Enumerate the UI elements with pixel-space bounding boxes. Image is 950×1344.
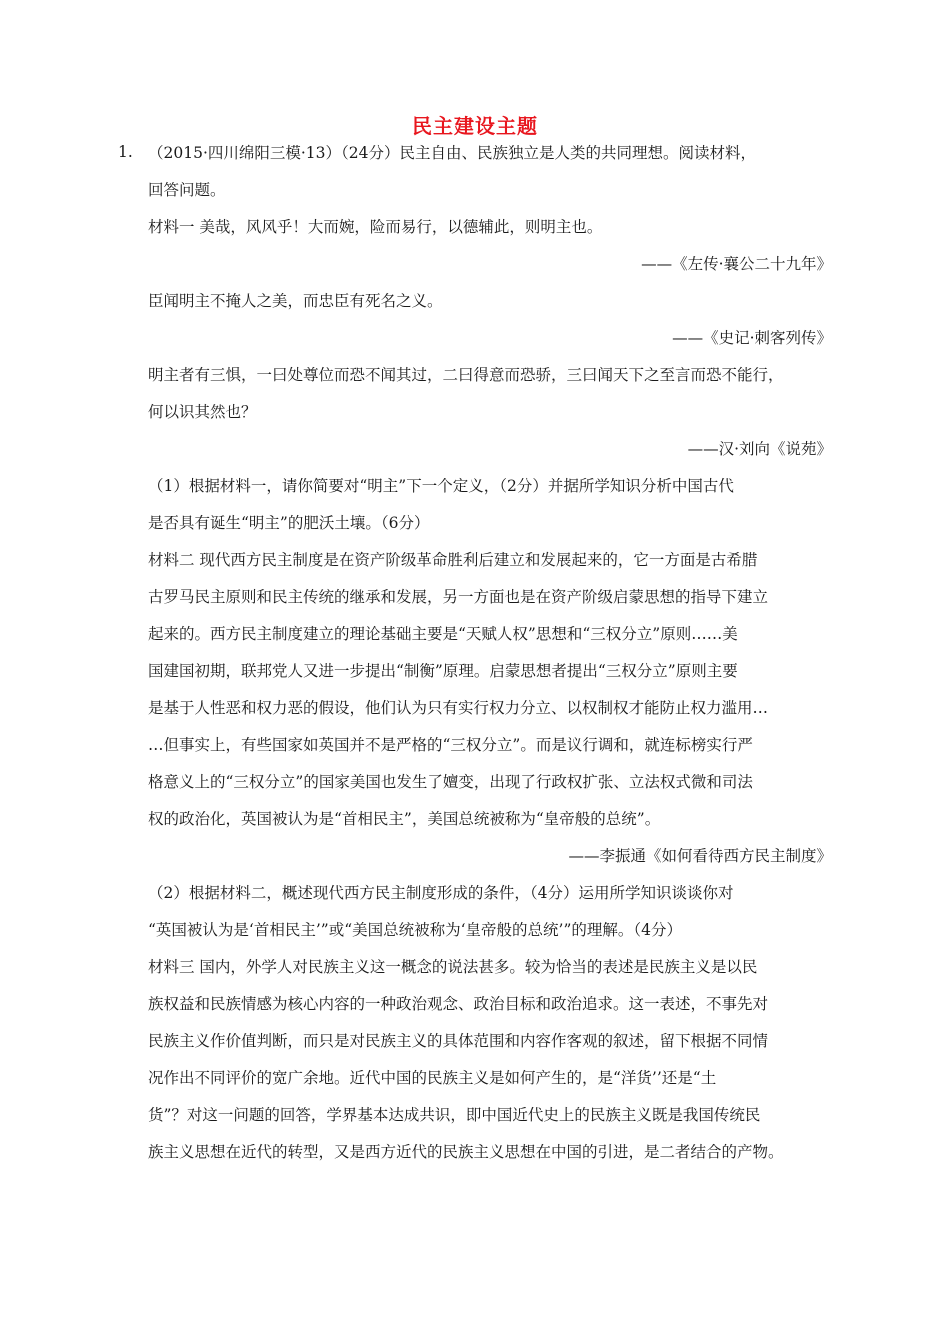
material3-line: 况作出不同评价的宽广余地。近代中国的民族主义是如何产生的，是“洋货’’还是“土 bbox=[148, 1069, 717, 1087]
material2-line: 起来的。西方民主制度建立的理论基础主要是“天赋人权”思想和“三权分立”原则……美 bbox=[148, 625, 738, 643]
question-intro-line: 回答问题。 bbox=[148, 181, 226, 199]
material2-line: 权的政治化，英国被认为是“首相民主”，美国总统被称为“皇帝般的总统”。 bbox=[148, 810, 661, 828]
material2-line: 国建国初期，联邦党人又进一步提出“制衡”原理。启蒙思想者提出“三权分立”原则主要 bbox=[148, 662, 738, 680]
material2-line: 材料二 现代西方民主制度是在资产阶级革命胜利后建立和发展起来的，它一方面是古希腊 bbox=[148, 551, 758, 569]
material1-source1: ——《左传·襄公二十九年》 bbox=[641, 255, 832, 273]
material1-quote2: 臣闻明主不掩人之美，而忠臣有死名之义。 bbox=[148, 292, 443, 310]
material2-line: 古罗马民主原则和民主传统的继承和发展，另一方面也是在资产阶级启蒙思想的指导下建立 bbox=[148, 588, 769, 606]
question-body bbox=[148, 135, 832, 1171]
material3-line: 族权益和民族情感为核心内容的一种政治观念、政治目标和政治追求。这一表述，不事先对 bbox=[148, 995, 769, 1013]
material1-quote3-line: 何以识其然也？ bbox=[148, 403, 257, 421]
material3-line: 族主义思想在近代的转型，又是西方近代的民族主义思想在中国的引进，是二者结合的产物。 bbox=[148, 1143, 784, 1161]
material2-line: 是基于人性恶和权力恶的假设，他们认为只有实行权力分立、以权制权才能防止权力滥用… bbox=[148, 699, 769, 717]
material3-line: 货”？对这一问题的回答，学界基本达成共识，即中国近代史上的民族主义既是我国传统民 bbox=[148, 1106, 761, 1124]
material2-line: 格意义上的“三权分立”的国家美国也发生了嬗变，出现了行政权扩张、立法权式微和司法 bbox=[148, 773, 753, 791]
material3-line: 民族主义作价值判断，而只是对民族主义的具体范围和内容作客观的叙述，留下根据不同情 bbox=[148, 1032, 769, 1050]
question-intro-line: （2015·四川绵阳三模·13）（24分）民主自由、民族独立是人类的共同理想。阅读材料， bbox=[148, 144, 756, 162]
sub-question1-line: 是否具有诞生“明主”的肥沃土壤。（6分） bbox=[148, 514, 430, 532]
material1-quote3-line: 明主者有三惧，一曰处尊位而恐不闻其过，二曰得意而恐骄，三曰闻天下之至言而恐不能行， bbox=[148, 366, 784, 384]
material3-line: 材料三 国内，外学人对民族主义这一概念的说法甚多。较为恰当的表述是民族主义是以民 bbox=[148, 958, 758, 976]
material1-quote1: 材料一 美哉，风风乎！大而婉，险而易行，以德辅此，则明主也。 bbox=[148, 218, 603, 236]
sub-question1-line: （1）根据材料一，请你简要对“明主”下一个定义，（2分）并据所学知识分析中国古代 bbox=[148, 477, 734, 495]
material2-line: …但事实上，有些国家如英国并不是严格的“三权分立”。而是议行调和，就连标榜实行严 bbox=[148, 736, 753, 754]
page-title: 民主建设主题 bbox=[412, 114, 538, 138]
sub-question2-line: “英国被认为是‘首相民主’”或“美国总统被称为‘皇帝般的总统’”的理解。（4分） bbox=[148, 921, 683, 939]
material2-source: ——李振通《如何看待西方民主制度》 bbox=[568, 847, 832, 865]
question-number: 1. bbox=[118, 143, 133, 161]
sub-question2-line: （2）根据材料二，概述现代西方民主制度形成的条件，（4分）运用所学知识谈谈你对 bbox=[148, 884, 734, 902]
material1-source3: ——汉·刘向《说苑》 bbox=[687, 440, 832, 458]
material1-source2: ——《史记·刺客列传》 bbox=[672, 329, 832, 347]
